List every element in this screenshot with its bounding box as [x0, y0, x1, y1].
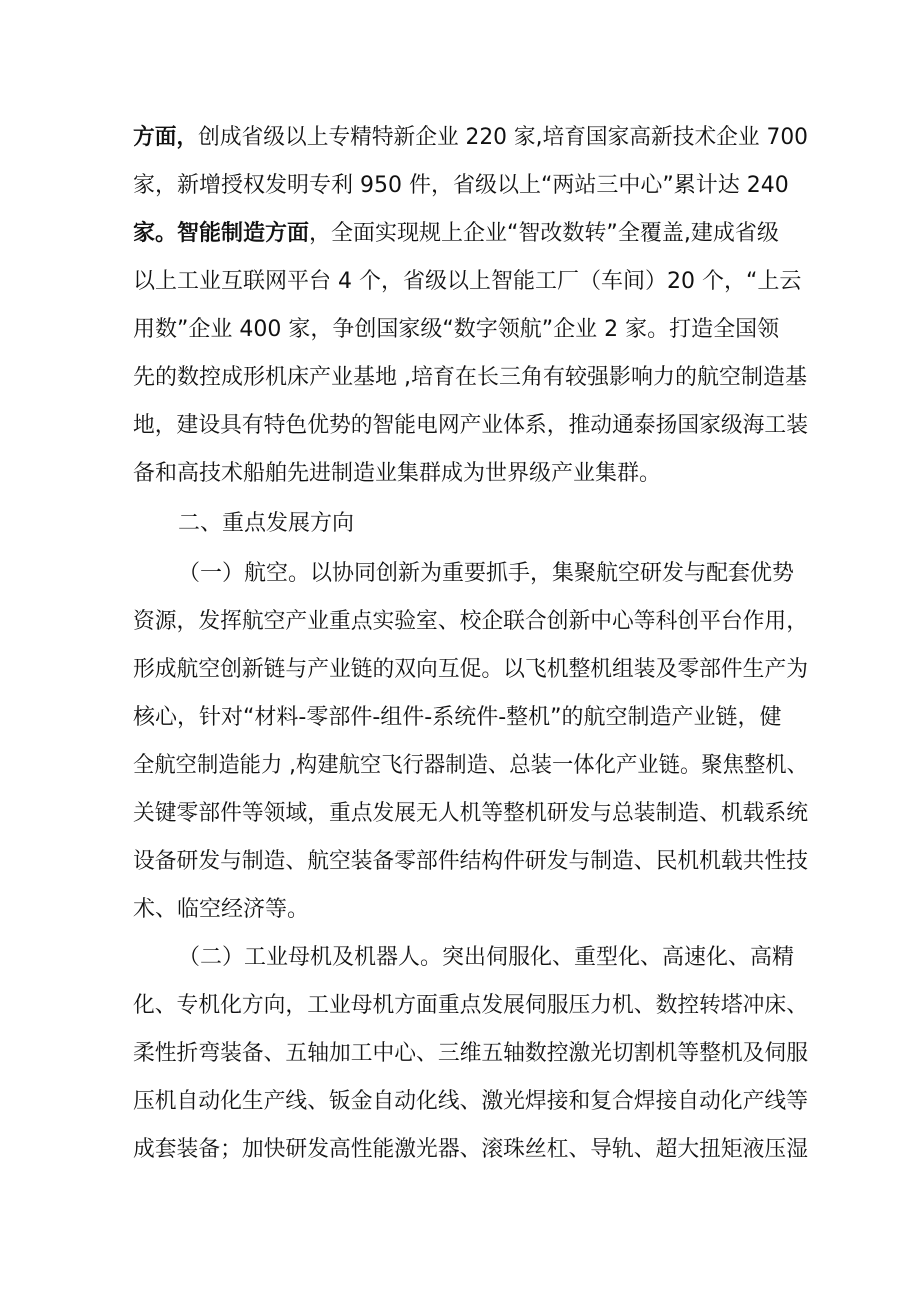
p2-line-3: 形成航空创新链与产业链的双向互促。以飞机整机组装及零部件生产为 [133, 657, 808, 682]
p1-line-2: 家，新增授权发明专利 950 件，省级以上“两站三中心”累计达 240 [133, 173, 789, 198]
p2-line-7: 设备研发与制造、航空装备零部件结构件研发与制造、民机机载共性技 [133, 849, 808, 874]
p1-line-1-bold: 方面， [133, 125, 199, 150]
p1-line-3-bold-b: 智能制造方面 [177, 221, 310, 246]
p1-line-5: 用数”企业 400 家，争创国家级“数字领航”企业 2 家。打造全国领 [133, 317, 780, 342]
p1-line-7: 地，建设具有特色优势的智能电网产业体系，推动通泰扬国家级海工装 [133, 413, 808, 438]
p3-line-2: 化、专机化方向，工业母机方面重点发展伺服压力机、数控转塔冲床、 [133, 993, 808, 1018]
p1-line-3: 家。智能制造方面，全面实现规上企业“智改数转”全覆盖,建成省级 [133, 221, 779, 246]
p3-line-4: 压机自动化生产线、钣金自动化线、激光焊接和复合焊接自动化产线等 [133, 1089, 808, 1114]
p1-line-3-bold-a: 家。 [133, 221, 178, 246]
p3-line-5: 成套装备；加快研发高性能激光器、滚珠丝杠、导轨、超大扭矩液压湿 [133, 1137, 808, 1162]
p1-line-8: 备和高技术船舶先进制造业集群成为世界级产业集群。 [133, 461, 662, 486]
p3-line-3: 柔性折弯装备、五轴加工中心、三维五轴数控激光切割机等整机及伺服 [133, 1041, 808, 1066]
p1-line-6: 先的数控成形机床产业基地 ,培育在长三角有较强影响力的航空制造基 [133, 365, 807, 390]
p3-line-1: （二）工业母机及机器人。突出伺服化、重型化、高速化、高精 [178, 945, 795, 970]
p2-line-6: 关键零部件等领域，重点发展无人机等整机研发与总装制造、机载系统 [133, 801, 808, 826]
p1-line-4: 以上工业互联网平台 4 个，省级以上智能工厂（车间）20 个，“上云 [133, 269, 802, 294]
p2-line-5: 全航空制造能力 ,构建航空飞行器制造、总装一体化产业链。聚焦整机、 [133, 753, 808, 778]
p2-line-2: 资源，发挥航空产业重点实验室、校企联合创新中心等科创平台作用， [133, 609, 808, 634]
p2-line-1: （一）航空。以协同创新为重要抓手，集聚航空研发与配套优势 [178, 561, 795, 586]
p2-line-4: 核心，针对“材料-零部件-组件-系统件-整机”的航空制造产业链，健 [133, 705, 782, 730]
p1-line-1: 方面，创成省级以上专精特新企业 220 家,培育国家高新技术企业 700 [133, 125, 808, 150]
section-heading: 二、重点发展方向 [178, 511, 355, 536]
p2-line-8: 术、临空经济等。 [133, 897, 310, 922]
